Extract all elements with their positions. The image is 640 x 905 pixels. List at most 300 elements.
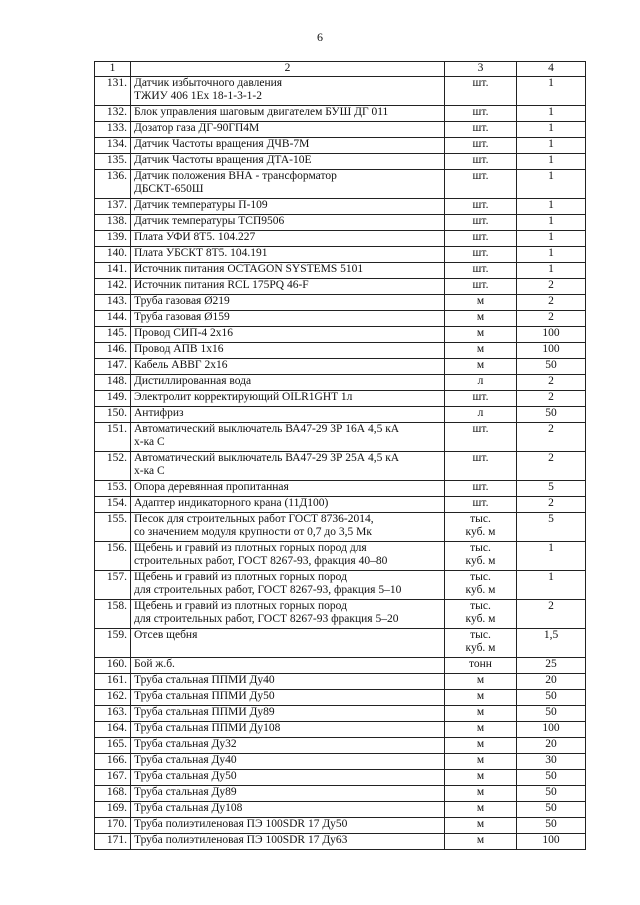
item-quantity: 50 (517, 769, 586, 785)
item-quantity: 1 (517, 541, 586, 570)
item-unit-line: шт. (472, 497, 489, 510)
item-name-line: Датчик температуры П-109 (134, 198, 268, 211)
table-row (95, 512, 586, 541)
row-number: 160. (95, 657, 131, 673)
table-row (95, 833, 586, 849)
item-name-line: Плата УФИ 8Т5. 104.227 (134, 230, 256, 243)
table-row (95, 769, 586, 785)
item-quantity: 2 (517, 374, 586, 390)
item-name (131, 230, 445, 246)
item-name (131, 753, 445, 769)
item-quantity: 1 (517, 198, 586, 214)
item-name (131, 512, 445, 541)
item-unit-line: куб. м (465, 526, 496, 538)
item-quantity: 5 (517, 512, 586, 541)
item-name-line: х-ка С (134, 465, 165, 477)
item-name-line: Труба стальная Ду108 (134, 801, 243, 814)
item-name-line: Труба стальная ППМИ Ду108 (134, 721, 281, 734)
item-unit (445, 326, 517, 342)
item-quantity: 2 (517, 496, 586, 512)
item-name-line: Автоматический выключатель ВА47-29 3Р 25А 4,5 кА (134, 451, 400, 464)
table-row (95, 599, 586, 628)
row-number: 159. (95, 628, 131, 657)
item-unit-line: шт. (472, 263, 489, 276)
item-unit (445, 105, 517, 121)
item-name-line: ТЖИУ 406 1Ex 18-1-3-1-2 (134, 90, 262, 102)
table-row (95, 541, 586, 570)
item-unit (445, 198, 517, 214)
item-quantity: 1 (517, 262, 586, 278)
item-unit (445, 169, 517, 198)
item-unit-line: шт. (472, 481, 489, 494)
column-header: 2 (131, 62, 445, 77)
table-row (95, 753, 586, 769)
row-number: 155. (95, 512, 131, 541)
row-number: 170. (95, 817, 131, 833)
item-name (131, 153, 445, 169)
item-quantity: 100 (517, 833, 586, 849)
item-unit-line: тыс. (470, 570, 491, 583)
item-unit (445, 673, 517, 689)
table-header-row (95, 62, 586, 77)
table-row (95, 326, 586, 342)
column-header: 3 (445, 62, 517, 77)
item-unit (445, 657, 517, 673)
item-name-line: Провод АПВ 1х16 (134, 342, 224, 355)
item-name-line: Труба газовая Ø219 (134, 294, 230, 307)
table-row (95, 230, 586, 246)
item-quantity: 1 (517, 214, 586, 230)
item-name-line: Труба полиэтиленовая ПЭ 100SDR 17 Ду50 (134, 817, 348, 830)
item-unit-line: м (476, 834, 485, 847)
item-name-line: Плата УБСКТ 8Т5. 104.191 (134, 246, 268, 259)
item-unit-line: м (476, 754, 485, 767)
item-unit (445, 406, 517, 422)
row-number: 132. (95, 105, 131, 121)
item-unit-line: тыс. (470, 599, 491, 612)
item-unit-line: шт. (472, 279, 489, 292)
item-quantity: 2 (517, 278, 586, 294)
item-unit-line: м (476, 818, 485, 831)
item-unit (445, 570, 517, 599)
item-name (131, 262, 445, 278)
row-number: 135. (95, 153, 131, 169)
item-unit-line: шт. (472, 247, 489, 260)
item-quantity: 2 (517, 422, 586, 451)
row-number: 156. (95, 541, 131, 570)
item-unit-line: м (476, 327, 485, 340)
row-number: 152. (95, 451, 131, 480)
item-name (131, 599, 445, 628)
item-name-line: Опора деревянная пропитанная (134, 480, 289, 493)
item-name (131, 358, 445, 374)
item-name (131, 278, 445, 294)
item-unit-line: куб. м (465, 555, 496, 567)
item-unit-line: шт. (472, 231, 489, 244)
item-quantity: 1 (517, 121, 586, 137)
item-name (131, 198, 445, 214)
item-name (131, 105, 445, 121)
item-unit (445, 721, 517, 737)
item-name-line: Кабель АВВГ 2х16 (134, 358, 228, 371)
item-quantity: 1 (517, 570, 586, 599)
item-name-line: со значением модуля крупности от 0,7 до 3,5 Мк (134, 526, 372, 538)
table-row (95, 705, 586, 721)
item-name-line: Датчик положения ВНА - трансформатор (134, 169, 337, 182)
item-name (131, 406, 445, 422)
table-row (95, 198, 586, 214)
table-row (95, 342, 586, 358)
item-quantity: 50 (517, 801, 586, 817)
item-unit-line: шт. (472, 199, 489, 212)
item-name-line: Труба стальная Ду40 (134, 753, 237, 766)
item-unit (445, 512, 517, 541)
item-name-line: Труба стальная Ду50 (134, 769, 237, 782)
row-number: 148. (95, 374, 131, 390)
item-unit-line: шт. (472, 422, 489, 435)
table-row (95, 689, 586, 705)
item-name-line: Датчик избыточного давления (134, 76, 283, 89)
item-name-line: строительных работ, ГОСТ 8267-93, фракция 40–80 (134, 555, 388, 567)
table-row (95, 721, 586, 737)
item-name-line: Щебень и гравий из плотных горных пород для (134, 541, 367, 554)
item-unit-line: шт. (472, 391, 489, 404)
item-unit-line: шт. (472, 451, 489, 464)
item-name-line: для строительных работ, ГОСТ 8267-93 фракция 5–20 (134, 613, 399, 625)
item-unit (445, 230, 517, 246)
item-unit (445, 137, 517, 153)
row-number: 164. (95, 721, 131, 737)
item-unit (445, 76, 517, 105)
item-quantity: 2 (517, 451, 586, 480)
item-name-line: Отсев щебня (134, 628, 198, 641)
item-name (131, 121, 445, 137)
row-number: 144. (95, 310, 131, 326)
item-unit (445, 374, 517, 390)
table-row (95, 390, 586, 406)
item-quantity: 50 (517, 689, 586, 705)
table-row (95, 121, 586, 137)
item-unit (445, 599, 517, 628)
row-number: 136. (95, 169, 131, 198)
row-number: 165. (95, 737, 131, 753)
item-name (131, 246, 445, 262)
item-name (131, 689, 445, 705)
item-unit (445, 628, 517, 657)
item-unit (445, 278, 517, 294)
table-row (95, 801, 586, 817)
item-name (131, 769, 445, 785)
item-quantity: 100 (517, 721, 586, 737)
item-quantity: 1 (517, 153, 586, 169)
item-unit-line: м (476, 722, 485, 735)
item-quantity: 5 (517, 480, 586, 496)
table-row (95, 294, 586, 310)
item-unit-line: шт. (472, 138, 489, 151)
item-name (131, 169, 445, 198)
item-unit (445, 246, 517, 262)
specification-table (94, 61, 586, 850)
item-name (131, 310, 445, 326)
table-row (95, 480, 586, 496)
item-unit-line: куб. м (465, 584, 496, 596)
table-row (95, 76, 586, 105)
row-number: 149. (95, 390, 131, 406)
item-name-line: Труба стальная ППМИ Ду89 (134, 705, 275, 718)
table-row (95, 153, 586, 169)
row-number: 143. (95, 294, 131, 310)
item-unit (445, 390, 517, 406)
item-quantity: 20 (517, 737, 586, 753)
item-unit-line: л (477, 407, 484, 420)
item-name-line: Песок для строительных работ ГОСТ 8736-2014, (134, 512, 374, 525)
item-unit-line: тыс. (470, 512, 491, 525)
table-row (95, 214, 586, 230)
item-unit (445, 541, 517, 570)
item-name (131, 342, 445, 358)
item-name (131, 785, 445, 801)
page-number: 6 (317, 30, 323, 44)
item-unit (445, 753, 517, 769)
item-quantity: 50 (517, 406, 586, 422)
item-name-line: х-ка С (134, 436, 165, 448)
item-unit-line: шт. (472, 154, 489, 167)
item-unit-line: тыс. (470, 628, 491, 641)
item-name (131, 737, 445, 753)
item-unit (445, 833, 517, 849)
table-row (95, 657, 586, 673)
row-number: 139. (95, 230, 131, 246)
item-name-line: Блок управления шаговым двигателем БУШ ДГ 011 (134, 105, 389, 118)
item-name (131, 628, 445, 657)
item-name (131, 137, 445, 153)
table-row (95, 358, 586, 374)
column-header: 1 (95, 62, 131, 77)
table-row (95, 137, 586, 153)
row-number: 141. (95, 262, 131, 278)
item-name-line: Труба стальная ППМИ Ду40 (134, 673, 275, 686)
item-unit (445, 262, 517, 278)
row-number: 158. (95, 599, 131, 628)
item-unit-line: м (476, 738, 485, 751)
item-unit (445, 422, 517, 451)
table-row (95, 451, 586, 480)
item-quantity: 100 (517, 326, 586, 342)
row-number: 134. (95, 137, 131, 153)
item-name-line: Труба стальная ППМИ Ду50 (134, 689, 275, 702)
row-number: 168. (95, 785, 131, 801)
row-number: 161. (95, 673, 131, 689)
table-row (95, 169, 586, 198)
table-row (95, 817, 586, 833)
item-unit-line: м (476, 311, 485, 324)
item-name (131, 721, 445, 737)
item-name (131, 570, 445, 599)
item-unit-line: м (476, 770, 485, 783)
item-name (131, 480, 445, 496)
item-name-line: ДБСКТ-650Ш (134, 183, 204, 195)
item-unit-line: м (476, 343, 485, 356)
table-row (95, 785, 586, 801)
item-name-line: Антифриз (134, 406, 184, 419)
item-name-line: Датчик Частоты вращения ДЧВ-7М (134, 137, 310, 150)
table-row (95, 278, 586, 294)
item-name-line: Датчик Частоты вращения ДТА-10Е (134, 153, 312, 166)
item-name (131, 422, 445, 451)
item-name-line: Дозатор газа ДГ-90ГП4М (134, 121, 260, 134)
item-unit (445, 342, 517, 358)
item-name-line: Труба стальная Ду89 (134, 785, 237, 798)
item-quantity: 1 (517, 105, 586, 121)
item-unit (445, 496, 517, 512)
row-number: 167. (95, 769, 131, 785)
row-number: 146. (95, 342, 131, 358)
item-name (131, 214, 445, 230)
item-quantity: 30 (517, 753, 586, 769)
item-name (131, 496, 445, 512)
item-unit-line: м (476, 690, 485, 703)
row-number: 131. (95, 76, 131, 105)
item-name-line: Провод СИП-4 2х16 (134, 326, 234, 339)
item-quantity: 50 (517, 705, 586, 721)
table-row (95, 262, 586, 278)
item-quantity: 50 (517, 358, 586, 374)
table-row (95, 422, 586, 451)
row-number: 153. (95, 480, 131, 496)
item-quantity: 1 (517, 246, 586, 262)
item-name (131, 390, 445, 406)
row-number: 162. (95, 689, 131, 705)
row-number: 150. (95, 406, 131, 422)
item-unit (445, 817, 517, 833)
item-name (131, 76, 445, 105)
item-quantity: 1 (517, 76, 586, 105)
item-name (131, 817, 445, 833)
item-quantity: 2 (517, 310, 586, 326)
item-quantity: 100 (517, 342, 586, 358)
item-unit (445, 737, 517, 753)
item-quantity: 1 (517, 169, 586, 198)
row-number: 140. (95, 246, 131, 262)
table-row (95, 737, 586, 753)
item-name-line: Щебень и гравий из плотных горных пород (134, 570, 347, 583)
item-unit (445, 769, 517, 785)
item-unit-line: шт. (472, 215, 489, 228)
item-name (131, 673, 445, 689)
item-quantity: 20 (517, 673, 586, 689)
item-unit-line: м (476, 706, 485, 719)
item-name (131, 541, 445, 570)
item-name-line: Датчик температуры ТСП9506 (134, 214, 285, 227)
item-name (131, 833, 445, 849)
table-row (95, 374, 586, 390)
table-row (95, 673, 586, 689)
item-name-line: Источник питания RCL 175PQ 46-F (134, 278, 309, 291)
item-quantity: 2 (517, 599, 586, 628)
item-unit-line: шт. (472, 76, 489, 89)
row-number: 142. (95, 278, 131, 294)
item-unit-line: тонн (469, 658, 492, 671)
item-unit-line: м (476, 295, 485, 308)
item-quantity: 25 (517, 657, 586, 673)
item-quantity: 1,5 (517, 628, 586, 657)
item-quantity: 2 (517, 390, 586, 406)
row-number: 133. (95, 121, 131, 137)
item-unit-line: л (477, 375, 484, 388)
row-number: 138. (95, 214, 131, 230)
item-unit (445, 310, 517, 326)
row-number: 171. (95, 833, 131, 849)
item-unit-line: м (476, 359, 485, 372)
row-number: 157. (95, 570, 131, 599)
row-number: 137. (95, 198, 131, 214)
item-unit-line: шт. (472, 106, 489, 119)
item-name-line: Источник питания OCTAGON SYSTEMS 5101 (134, 262, 364, 275)
item-unit-line: куб. м (465, 642, 496, 654)
row-number: 154. (95, 496, 131, 512)
row-number: 169. (95, 801, 131, 817)
row-number: 151. (95, 422, 131, 451)
item-unit-line: м (476, 674, 485, 687)
item-unit (445, 121, 517, 137)
table-row (95, 496, 586, 512)
item-name (131, 801, 445, 817)
item-unit (445, 153, 517, 169)
item-name-line: Щебень и гравий из плотных горных пород (134, 599, 347, 612)
table-row (95, 246, 586, 262)
item-name-line: Автоматический выключатель ВА47-29 3Р 16А 4,5 кА (134, 422, 400, 435)
item-name-line: Электролит корректирующий OILR1GHT 1л (134, 390, 353, 403)
item-unit (445, 294, 517, 310)
row-number: 163. (95, 705, 131, 721)
item-quantity: 50 (517, 785, 586, 801)
item-unit (445, 451, 517, 480)
item-name-line: Адаптер индикаторного крана (11Д100) (134, 496, 329, 509)
item-name-line: для строительных работ, ГОСТ 8267-93, фракция 5–10 (134, 584, 402, 596)
item-name (131, 657, 445, 673)
item-quantity: 1 (517, 230, 586, 246)
table-row (95, 628, 586, 657)
item-quantity: 2 (517, 294, 586, 310)
item-unit (445, 689, 517, 705)
item-unit-line: шт. (472, 169, 489, 182)
item-quantity: 50 (517, 817, 586, 833)
table-row (95, 570, 586, 599)
item-name-line: Дистиллированная вода (134, 374, 252, 387)
item-unit (445, 801, 517, 817)
item-unit-line: шт. (472, 122, 489, 135)
item-unit-line: тыс. (470, 541, 491, 554)
column-header: 4 (517, 62, 586, 77)
item-unit-line: м (476, 786, 485, 799)
row-number: 166. (95, 753, 131, 769)
item-name (131, 294, 445, 310)
item-name-line: Труба полиэтиленовая ПЭ 100SDR 17 Ду63 (134, 833, 348, 846)
row-number: 145. (95, 326, 131, 342)
item-unit (445, 785, 517, 801)
item-name-line: Труба стальная Ду32 (134, 737, 237, 750)
item-unit (445, 480, 517, 496)
item-name (131, 451, 445, 480)
item-name (131, 374, 445, 390)
item-name (131, 326, 445, 342)
item-name-line: Труба газовая Ø159 (134, 310, 230, 323)
item-unit-line: м (476, 802, 485, 815)
table-row (95, 105, 586, 121)
item-unit-line: куб. м (465, 613, 496, 625)
table-row (95, 310, 586, 326)
item-quantity: 1 (517, 137, 586, 153)
